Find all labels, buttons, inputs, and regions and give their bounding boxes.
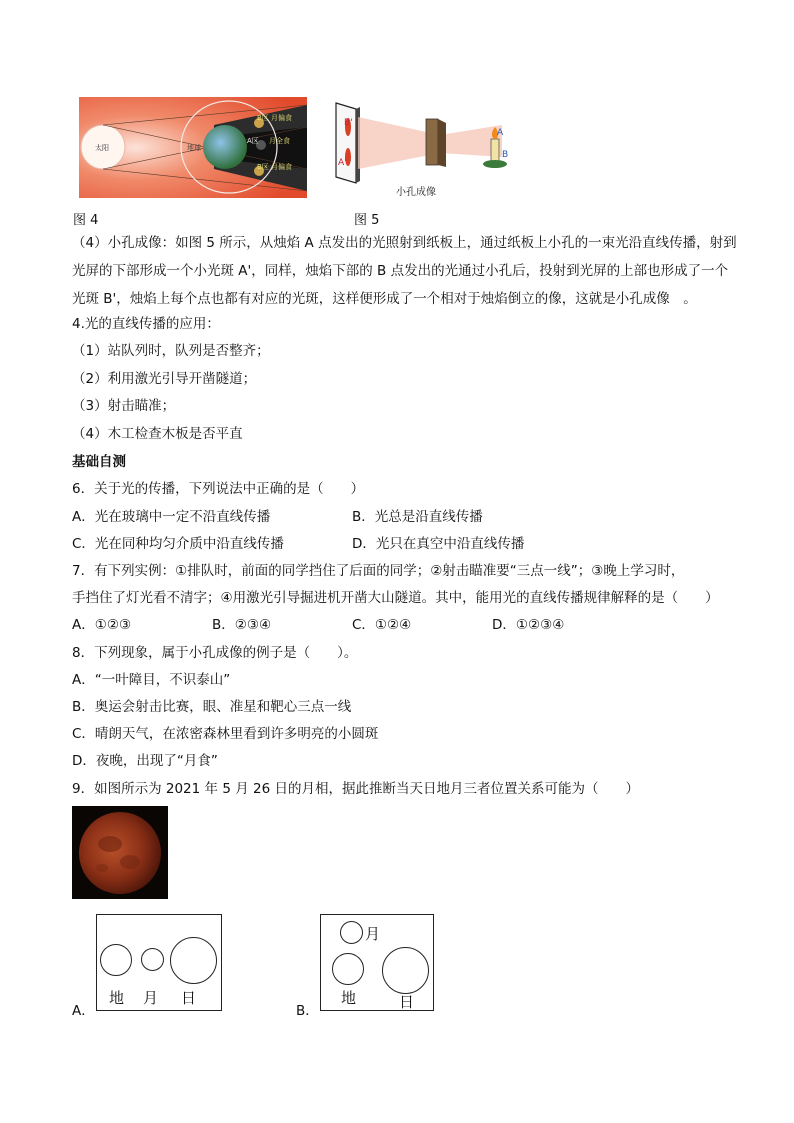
fig4-caption: 图 4: [73, 213, 99, 228]
earth-label: 地: [341, 989, 357, 1007]
fig4-zone-b-bottom: B区 月偏食: [257, 163, 293, 171]
sun-label: 日: [181, 989, 197, 1007]
fig5-title: 小孔成像: [396, 187, 436, 198]
fig5-caption: 图 5: [354, 213, 380, 228]
q7-option-c: C．①②④: [352, 617, 412, 633]
self-test-heading: 基础自测: [72, 454, 126, 470]
q9-option-a-letter: A．: [72, 1003, 95, 1019]
q6-option-c: C．光在同种均匀介质中沿直线传播: [72, 536, 284, 552]
moon-circle: [340, 921, 363, 944]
pinhole-paragraph-line-2: 光屏的下部形成一个小光斑 A'，同样，烛焰下部的 B 点发出的光通过小孔后，投射到光屏的上部也形成了一个: [72, 263, 729, 279]
fig4-zone-b-top: B区 月偏食: [257, 114, 293, 122]
q6-stem: 6．关于光的传播，下列说法中正确的是（ ）: [72, 481, 365, 497]
pinhole-paragraph-line-1: （4）小孔成像：如图 5 所示，从烛焰 A 点发出的光照射到纸板上，通过纸板上小孔的一束光沿直线传播，射到: [72, 235, 737, 251]
earth-label: 地: [109, 989, 125, 1007]
q8-option-d: D．夜晚，出现了“月食”: [72, 753, 218, 769]
q8-option-c: C．晴朗天气，在浓密森林里看到许多明亮的小圆斑: [72, 726, 379, 742]
q7-stem-line-1: 7．有下列实例：①排队时，前面的同学挡住了后面的同学；②射击瞄准要“三点一线”；③晚上学习时，: [72, 563, 685, 579]
q8-option-a: A．“一叶障目，不识泰山”: [72, 672, 231, 688]
figure-4-lunar-eclipse: [79, 97, 307, 198]
moon-image: [72, 806, 168, 899]
q7-option-d: D．①②③④: [492, 617, 565, 633]
lunar-eclipse-diagram: [79, 97, 307, 198]
fig5-label-a: A: [497, 128, 504, 138]
q7-option-a: A．①②③: [72, 617, 132, 633]
figure-5-pinhole-imaging: [330, 97, 520, 202]
application-item: （4）木工检查木板是否平直: [72, 426, 243, 442]
blood-moon-photo: [72, 806, 168, 899]
q9-option-b-letter: B．: [296, 1003, 319, 1019]
fig5-label-a-prime: A': [338, 158, 347, 168]
q8-option-b: B．奥运会射击比赛，眼、准星和靶心三点一线: [72, 699, 352, 715]
sun-circle: [170, 937, 217, 984]
moon-label: 月: [365, 925, 381, 943]
q9-stem: 9．如图所示为 2021 年 5 月 26 日的月相，据此推断当天日地月三者位置关系可能为（ ）: [72, 781, 639, 797]
application-item: （3）射击瞄准；: [72, 398, 176, 414]
q9-option-a-diagram[interactable]: [96, 914, 222, 1011]
q6-option-a: A．光在玻璃中一定不沿直线传播: [72, 509, 271, 525]
fig4-sun-label: 太阳: [95, 144, 109, 152]
application-item: （1）站队列时，队列是否整齐；: [72, 343, 270, 359]
pinhole-imaging-diagram: [330, 97, 520, 202]
q9-option-b-diagram[interactable]: [320, 914, 434, 1011]
moon-label: 月: [143, 989, 159, 1007]
fig4-zone-a: A区: [247, 137, 259, 145]
q6-option-b: B．光总是沿直线传播: [352, 509, 483, 525]
application-item: （2）利用激光引导开凿隧道；: [72, 371, 257, 387]
sun-label: 日: [399, 993, 415, 1011]
fig5-label-b: B: [502, 150, 509, 160]
fig4-zone-a-text: 月全食: [269, 137, 290, 145]
sun-circle: [382, 947, 429, 994]
q8-stem: 8．下列现象，属于小孔成像的例子是（ ）。: [72, 645, 358, 661]
fig4-earth-label: 地球: [187, 144, 201, 152]
earth-circle: [100, 944, 132, 976]
pinhole-paragraph-line-3: 光斑 B'，烛焰上每个点也都有对应的光斑，这样便形成了一个相对于烛焰倒立的像，这就是小孔成像 。: [72, 291, 697, 307]
q7-stem-line-2: 手挡住了灯光看不清字；④用激光引导掘进机开凿大山隧道。其中，能用光的直线传播规律解释的是（ ）: [72, 590, 719, 606]
q7-option-b: B．②③④: [212, 617, 272, 633]
applications-heading: 4.光的直线传播的应用：: [72, 316, 220, 332]
q6-option-d: D．光只在真空中沿直线传播: [352, 536, 525, 552]
fig5-label-b-prime: B': [344, 118, 353, 128]
earth-circle: [332, 953, 364, 985]
moon-circle: [141, 948, 164, 971]
